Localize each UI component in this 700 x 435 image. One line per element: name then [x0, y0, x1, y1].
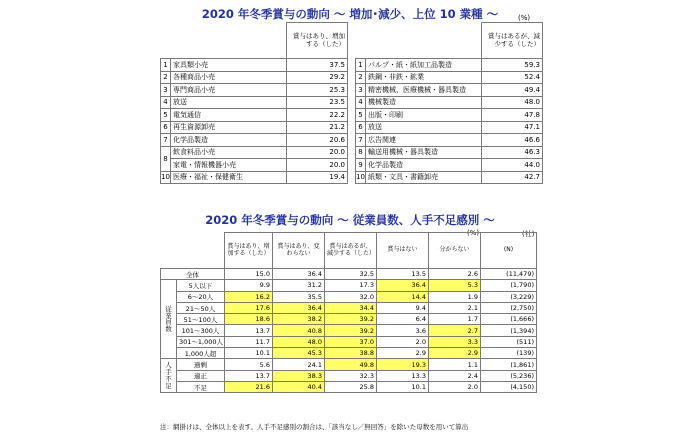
table-row — [161, 359, 537, 370]
decrease-value: 44.0 — [482, 159, 543, 172]
value-cell: 49.8 — [325, 359, 377, 370]
column-header: 賞与はあるが、減少する（した） — [325, 233, 377, 269]
industry-name: 鉄鋼・非鉄・鉱業 — [366, 71, 482, 84]
top10-row — [161, 159, 543, 172]
value-cell: 21.6 — [225, 381, 273, 392]
top10-row — [161, 146, 543, 159]
industry-name: 輸送用機械・器具製造 — [366, 146, 482, 159]
value-cell: 34.4 — [325, 302, 377, 313]
value-cell: (5,236) — [481, 370, 537, 381]
table-row — [161, 336, 537, 347]
value-cell: 32.5 — [325, 269, 377, 280]
value-cell: 17.6 — [225, 302, 273, 313]
rank-cell: 1 — [356, 59, 366, 72]
value-cell: 35.5 — [273, 291, 325, 302]
value-cell: 37.0 — [325, 336, 377, 347]
value-cell: 2.9 — [377, 348, 429, 359]
rank-cell: 3 — [356, 84, 366, 97]
value-cell: 39.2 — [325, 325, 377, 336]
value-cell: 38.3 — [273, 370, 325, 381]
row-label: 1,000人超 — [177, 348, 225, 359]
column-header: (N) — [481, 233, 537, 269]
rank-cell: 10 — [356, 171, 366, 184]
group-label-text: 従業員数 — [165, 304, 172, 334]
row-label: 21～50人 — [177, 302, 225, 313]
unit-companies: (社) — [522, 230, 535, 238]
rank-cell: 7 — [356, 134, 366, 147]
gap-cell — [348, 84, 356, 97]
value-cell: 9.9 — [225, 280, 273, 291]
employee-table — [160, 232, 537, 393]
industry-name: 飲食料品小売 — [171, 146, 287, 159]
rank-cell: 6 — [356, 121, 366, 134]
value-cell: 3.3 — [429, 336, 481, 347]
rank-cell: 8 — [161, 146, 171, 171]
unit-percent-2: (%) — [467, 229, 480, 237]
title-bottom: 2020 年冬季賞与の動向 ～ 従業員数、人手不足感別 ～ — [205, 213, 495, 227]
rank-cell: 1 — [161, 59, 171, 72]
row-label: 適正 — [177, 370, 225, 381]
value-cell: 36.4 — [273, 302, 325, 313]
rank-cell: 7 — [161, 134, 171, 147]
gap-cell — [348, 71, 356, 84]
table-row — [161, 302, 537, 313]
rank-cell: 2 — [161, 71, 171, 84]
row-label: 6～20人 — [177, 291, 225, 302]
decrease-value: 47.1 — [482, 121, 543, 134]
gap-cell — [348, 109, 356, 122]
value-cell: 2.0 — [377, 336, 429, 347]
value-cell: 5.6 — [225, 359, 273, 370]
value-cell: 38.8 — [325, 348, 377, 359]
row-label: 不足 — [177, 381, 225, 392]
rank-cell: 2 — [356, 71, 366, 84]
rank-cell: 6 — [161, 121, 171, 134]
decrease-value: 49.4 — [482, 84, 543, 97]
value-cell: (139) — [481, 348, 537, 359]
decrease-value: 52.4 — [482, 71, 543, 84]
group-label — [161, 280, 177, 359]
value-cell: 2.1 — [429, 302, 481, 313]
value-cell: 15.0 — [225, 269, 273, 280]
industry-name: 機械製造 — [366, 96, 482, 109]
increase-value: 20.6 — [287, 134, 348, 147]
increase-value: 21.2 — [287, 121, 348, 134]
industry-name: 放送 — [171, 96, 287, 109]
rank-cell: 5 — [161, 109, 171, 122]
top10-row — [161, 71, 543, 84]
value-cell: 1.9 — [429, 291, 481, 302]
footnote: 注：網掛けは、全体以上を表す。人手不足感別の割合は、「該当なし／無回答」を除いた母数を用いて算出 — [160, 423, 469, 431]
value-cell: 17.3 — [325, 280, 377, 291]
value-cell: 9.4 — [377, 302, 429, 313]
top10-row — [161, 171, 543, 184]
value-cell: (3,229) — [481, 291, 537, 302]
value-cell: 36.4 — [273, 269, 325, 280]
increase-value: 23.5 — [287, 96, 348, 109]
decrease-value: 59.3 — [482, 59, 543, 72]
gap-cell — [348, 159, 356, 172]
value-cell: 2.9 — [429, 348, 481, 359]
value-cell: 16.2 — [225, 291, 273, 302]
table-row — [161, 314, 537, 325]
unit-percent-1: (%) — [518, 14, 531, 22]
table-row — [161, 280, 537, 291]
value-cell: (11,479) — [481, 269, 537, 280]
increase-value: 22.2 — [287, 109, 348, 122]
table-row — [161, 291, 537, 302]
group-label — [161, 359, 177, 393]
top10-row — [161, 84, 543, 97]
table-row — [161, 381, 537, 392]
column-header: 分からない — [429, 233, 481, 269]
value-cell: (1,394) — [481, 325, 537, 336]
industry-name: 医療・福祉・保健衛生 — [171, 171, 287, 184]
value-cell: 36.4 — [377, 280, 429, 291]
value-cell: 39.2 — [325, 314, 377, 325]
value-cell: 2.6 — [429, 269, 481, 280]
value-cell: 45.3 — [273, 348, 325, 359]
increase-value: 29.2 — [287, 71, 348, 84]
gap-cell — [348, 171, 356, 184]
rank-cell: 5 — [356, 109, 366, 122]
top10-row — [161, 134, 543, 147]
industry-name: 広告関連 — [366, 134, 482, 147]
column-header: 賞与はあり、増加する（した） — [225, 233, 273, 269]
value-cell: 13.3 — [377, 370, 429, 381]
value-cell: 1.7 — [429, 314, 481, 325]
table-row — [161, 348, 537, 359]
industry-name: 出版・印刷 — [366, 109, 482, 122]
top10-row — [161, 109, 543, 122]
top10-table — [160, 22, 543, 184]
rank-cell: 3 — [161, 84, 171, 97]
industry-name: 家電・情報機器小売 — [171, 159, 287, 172]
rank-cell: 10 — [161, 171, 171, 184]
row-label: 全体 — [161, 269, 225, 280]
value-cell: (511) — [481, 336, 537, 347]
value-cell: (4,150) — [481, 381, 537, 392]
value-cell: 38.2 — [273, 314, 325, 325]
rank-cell: 4 — [161, 96, 171, 109]
industry-name: パルプ・紙・紙加工品製造 — [366, 59, 482, 72]
value-cell: 31.2 — [273, 280, 325, 291]
table-row — [161, 325, 537, 336]
value-cell: 13.7 — [225, 325, 273, 336]
value-cell: 48.0 — [273, 336, 325, 347]
gap-cell — [348, 59, 356, 72]
industry-name: 化学品製造 — [366, 159, 482, 172]
top10-row — [161, 96, 543, 109]
decrease-value: 46.3 — [482, 146, 543, 159]
rank-cell: 4 — [356, 96, 366, 109]
value-cell: (2,750) — [481, 302, 537, 313]
gap-cell — [348, 96, 356, 109]
column-header: 賞与はあり、変わらない — [273, 233, 325, 269]
industry-name: 化学品製造 — [171, 134, 287, 147]
value-cell: (1,861) — [481, 359, 537, 370]
total-row — [161, 269, 537, 280]
header-decrease: 賞与はあるが、減少する（した） — [482, 23, 543, 59]
industry-name: 放送 — [366, 121, 482, 134]
row-label: 51～100人 — [177, 314, 225, 325]
decrease-value: 47.8 — [482, 109, 543, 122]
decrease-value: 42.7 — [482, 171, 543, 184]
industry-name: 各種商品小売 — [171, 71, 287, 84]
group-label-text: 人手不足 — [165, 361, 172, 390]
decrease-value: 48.0 — [482, 96, 543, 109]
value-cell: 40.8 — [273, 325, 325, 336]
increase-value: 37.5 — [287, 59, 348, 72]
value-cell: 11.7 — [225, 336, 273, 347]
value-cell: 24.1 — [273, 359, 325, 370]
value-cell: 3.6 — [377, 325, 429, 336]
column-header: 賞与はない — [377, 233, 429, 269]
value-cell: 40.4 — [273, 381, 325, 392]
value-cell: 1.1 — [429, 359, 481, 370]
value-cell: 2.4 — [429, 370, 481, 381]
decrease-value: 46.6 — [482, 134, 543, 147]
value-cell: 25.8 — [325, 381, 377, 392]
row-label: 101～300人 — [177, 325, 225, 336]
header-increase: 賞与はあり、増加する（した） — [287, 23, 348, 59]
industry-name: 電気通信 — [171, 109, 287, 122]
value-cell: 18.6 — [225, 314, 273, 325]
value-cell: (1,666) — [481, 314, 537, 325]
industry-name: 精密機械、医療機械・器具製造 — [366, 84, 482, 97]
increase-value: 20.0 — [287, 159, 348, 172]
industry-name: 再生資源卸売 — [171, 121, 287, 134]
increase-value: 20.0 — [287, 146, 348, 159]
row-label: 5人以下 — [177, 280, 225, 291]
industry-name: 紙類・文具・書籍卸売 — [366, 171, 482, 184]
industry-name: 家具類小売 — [171, 59, 287, 72]
top10-row — [161, 121, 543, 134]
row-label: 過剰 — [177, 359, 225, 370]
value-cell: 10.1 — [377, 381, 429, 392]
value-cell: 19.3 — [377, 359, 429, 370]
table-row — [161, 370, 537, 381]
row-label: 301～1,000人 — [177, 336, 225, 347]
value-cell: 32.3 — [325, 370, 377, 381]
value-cell: 13.7 — [225, 370, 273, 381]
rank-cell: 9 — [356, 159, 366, 172]
value-cell: 32.0 — [325, 291, 377, 302]
increase-value: 25.3 — [287, 84, 348, 97]
title-top: 2020 年冬季賞与の動向 ～ 増加･減少、上位 10 業種 ～ — [201, 7, 499, 21]
gap-cell — [348, 146, 356, 159]
value-cell: (1,790) — [481, 280, 537, 291]
gap-cell — [348, 121, 356, 134]
value-cell: 5.3 — [429, 280, 481, 291]
value-cell: 14.4 — [377, 291, 429, 302]
value-cell: 2.7 — [429, 325, 481, 336]
value-cell: 6.4 — [377, 314, 429, 325]
top10-row — [161, 59, 543, 72]
industry-name: 専門商品小売 — [171, 84, 287, 97]
increase-value: 19.4 — [287, 171, 348, 184]
gap-cell — [348, 134, 356, 147]
value-cell: 13.5 — [377, 269, 429, 280]
value-cell: 10.1 — [225, 348, 273, 359]
value-cell: 2.0 — [429, 381, 481, 392]
rank-cell: 8 — [356, 146, 366, 159]
